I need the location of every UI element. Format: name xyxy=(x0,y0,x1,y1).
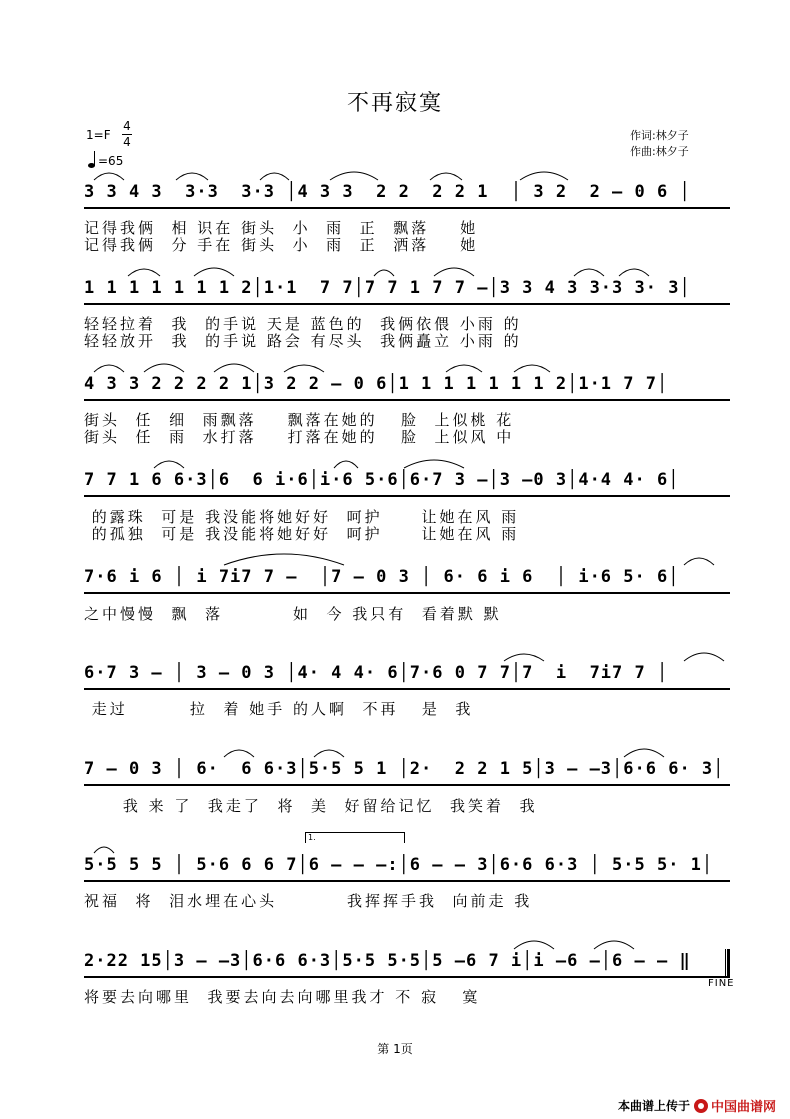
lyric-verse-2: 记得我俩 分 手在 街头 小 雨 正 洒落 她 xyxy=(84,236,479,254)
lyric-verse-2: 轻轻放开 我 的手说 路会 有尽头 我俩矗立 小雨 的 xyxy=(84,332,522,350)
notes-line: 3 3 4 3 3·3 3·3 │4 3 3 2 2 2 2 1 │ 3 2 2 – 0 6 │ xyxy=(84,182,691,202)
footer-credit xyxy=(618,1096,776,1115)
tie-arcs xyxy=(84,452,730,470)
key-signature: 1=F xyxy=(86,128,111,142)
credits xyxy=(630,128,689,160)
lyric-verse-1: 记得我俩 相 识在 街头 小 雨 正 飘落 她 xyxy=(84,219,479,237)
beat-underline xyxy=(84,685,730,690)
lyric-line: 走过 拉 着 她手 的人啊 不再 是 我 xyxy=(84,700,474,718)
time-signature-top: 4 xyxy=(123,119,131,133)
lyric-verse-1: 轻轻拉着 我 的手说 天是 蓝色的 我俩依偎 小雨 的 xyxy=(84,315,522,333)
notes-line: 1 1 1 1 1 1 1 2│1·1 7 7│7 7 1 7 7 –│3 3 4 3 3·3 3· 3│ xyxy=(84,278,691,298)
notes-line: 2·22 15│3 – –3│6·6 6·3│5·5 5·5│5 –6 7 i│i –6 –│6 – – ‖ xyxy=(84,951,691,971)
footer-text: 本曲谱上传于 xyxy=(617,1099,690,1113)
notes-line: 7·6 i 6 │ i 7i7 7 – │7 – 0 3 │ 6· 6 i 6 │ i·6 5· 6│ xyxy=(84,567,680,587)
lyricist-credit: 作词:林夕子 xyxy=(630,129,689,142)
beat-underline xyxy=(84,396,730,401)
notes-line: 7 7 1 6 6·3│6 6 i·6│i·6 5·6│6·7 3 –│3 –0 3│4·4 4· 6│ xyxy=(84,470,680,490)
page-number: 第 1页 xyxy=(377,1042,413,1056)
volta-bracket: 1. xyxy=(305,832,405,843)
composer-credit: 作曲:林夕子 xyxy=(630,145,689,158)
tie-arcs xyxy=(84,741,730,759)
lyric-line: 之中慢慢 飘 落 如 今 我只有 看着默 默 xyxy=(84,605,502,623)
lyric-verse-2: 的孤独 可是 我没能将她好好 呵护 让她在风 雨 xyxy=(84,525,520,543)
lyric-verse-1: 街头 任 细 雨飘落 飘落在她的 脸 上似桃 花 xyxy=(84,411,515,429)
lyric-line: 我 来 了 我走了 将 美 好留给记忆 我笑着 我 xyxy=(84,797,538,815)
tie-arcs xyxy=(84,260,730,278)
tie-arcs xyxy=(84,356,730,374)
tie-arcs xyxy=(84,837,730,855)
time-signature xyxy=(122,120,132,149)
fine-marking: FINE xyxy=(708,978,735,989)
beat-underline xyxy=(84,204,730,209)
site-logo xyxy=(694,1096,776,1115)
lyric-verse-1: 的露珠 可是 我没能将她好好 呵护 让她在风 雨 xyxy=(84,508,520,526)
site-name: 中国曲谱网 xyxy=(710,1100,776,1115)
tie-arcs xyxy=(84,549,730,567)
site-logo-icon xyxy=(694,1099,708,1113)
tie-arcs xyxy=(84,164,730,182)
time-signature-bottom: 4 xyxy=(123,135,131,149)
tie-arcs xyxy=(84,933,730,951)
notes-line: 5·5 5 5 │ 5·6 6 6 7│6 – – –:│6 – – 3│6·6 6·3 │ 5·5 5· 1│ xyxy=(84,855,714,875)
beat-underline xyxy=(84,492,730,497)
beat-underline xyxy=(84,781,730,786)
beat-underline xyxy=(84,877,730,882)
lyric-line: 将要去向哪里 我要去向去向哪里我才 不 寂 寞 xyxy=(84,988,481,1006)
beat-underline xyxy=(84,589,730,594)
song-title: 不再寂寞 xyxy=(346,91,443,116)
final-barline xyxy=(725,949,730,977)
notes-line: 6·7 3 – │ 3 – 0 3 │4· 4 4· 6│7·6 0 7 7│7 i 7i7 7 │ xyxy=(84,663,669,683)
tempo-value: =65 xyxy=(98,154,124,168)
notes-line: 7 – 0 3 │ 6· 6 6·3│5·5 5 1 │2· 2 2 1 5│3 – –3│6·6 6· 3│ xyxy=(84,759,725,779)
beat-underline xyxy=(84,973,730,978)
notes-line: 4 3 3 2 2 2 2 1│3 2 2 – 0 6│1 1 1 1 1 1 1 2│1·1 7 7│ xyxy=(84,374,669,394)
beat-underline xyxy=(84,300,730,305)
tie-arcs xyxy=(84,645,730,663)
lyric-line: 祝福 将 泪水埋在心头 我挥挥手我 向前走 我 xyxy=(84,892,533,910)
lyric-verse-2: 街头 任 雨 水打落 打落在她的 脸 上似风 中 xyxy=(84,428,515,446)
